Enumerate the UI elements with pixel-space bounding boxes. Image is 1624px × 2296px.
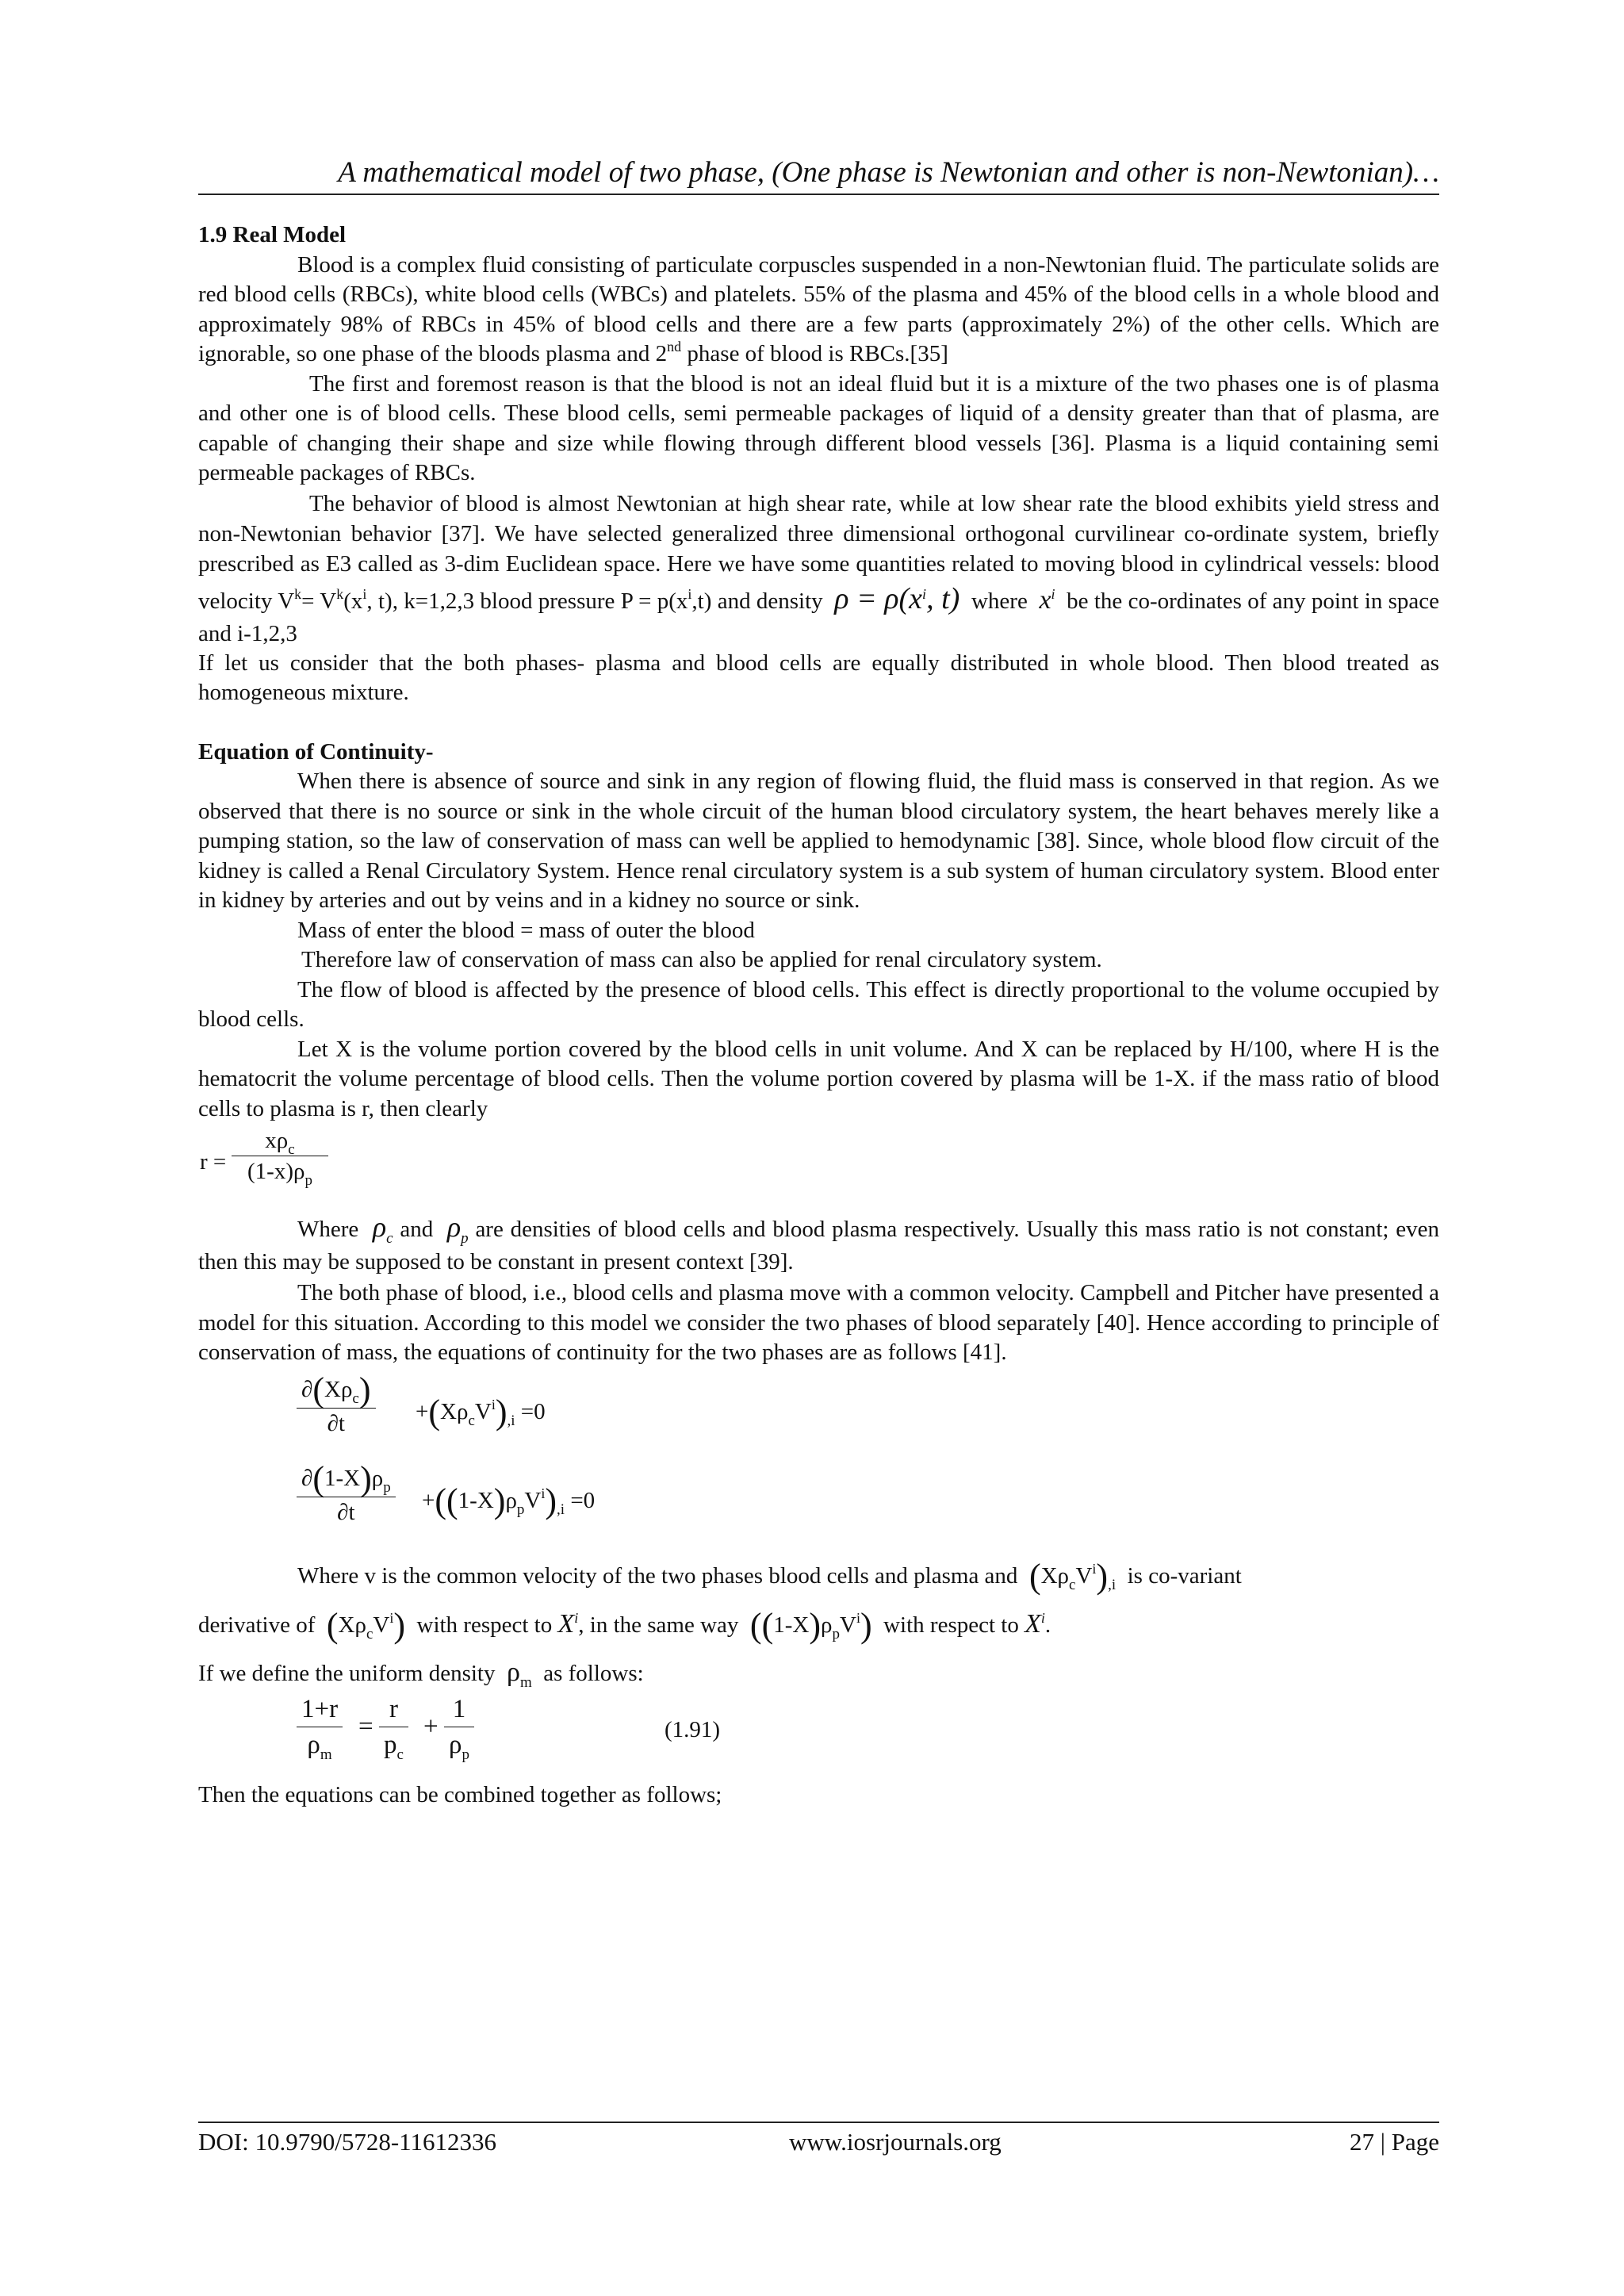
paragraph-real-model-1	[198, 251, 1439, 370]
superscript: i	[362, 585, 367, 602]
text-span: Where v is the common velocity of the two phases blood cells and plasma and	[297, 1562, 1018, 1589]
paragraph-continuity-9: derivative of $(X\rho_cV^i)$ with respect to $X^i$, in the same way $((1-X)\rho_pV^i)$ with respect to $X^i$.	[198, 1605, 1051, 1645]
paragraph-continuity-6	[198, 1211, 1439, 1278]
covariant-term: $(X\rho_cV^i)_{,i}$	[1028, 1556, 1116, 1596]
footer-website: www.iosrjournals.org	[789, 2128, 1002, 2156]
text-span: be the co-ordinates of any point in space and i-1,2,3	[198, 588, 1440, 646]
text-span: ,t) and density	[691, 588, 823, 614]
paragraph-continuity-3: Therefore law of conservation of mass can also be applied for renal circulatory system.	[301, 947, 1102, 972]
paragraph-real-model-4: If let us consider that the both phases- plasma and blood cells are equally distributed in whole blood. Then blood treated as homogeneous mixture.	[198, 650, 1439, 705]
text-span: (x	[343, 588, 363, 614]
text-span: phase of blood is RBCs.[35]	[687, 341, 948, 366]
density-formula: $\rho = \rho(x^i$, t)	[834, 581, 960, 615]
text-span: The behavior of blood is almost Newtonian at high shear rate, while at low shear rate the blood exhibits yield stress and non-Newtonian behavior [37]. We have selected generalized three dimensional orthogonal curvilinear co-ordinate system, briefly prescribed as E3 called as 3-dim Euclidean space. Here we have some quantities related to moving blood in cylindrical vessels: blood velocity V	[198, 490, 1439, 614]
plasma-flux-term: $((1-X)\rho_pV^i)$	[749, 1605, 872, 1645]
superscript: k	[336, 585, 344, 602]
coordinate-symbol: $X^i$	[1025, 1608, 1045, 1639]
paragraph-continuity-2: Mass of enter the blood = mass of outer the blood	[297, 917, 755, 943]
text-span: , t), k=1,2,3 blood pressure P = p(x	[366, 588, 688, 614]
equation-number: (1.91)	[665, 1717, 721, 1742]
text-span: If we define the uniform density	[198, 1660, 496, 1686]
running-header: A mathematical model of two phase, (One phase is Newtonian and other is non-Newtonian)…	[338, 156, 1439, 189]
text-span: derivative of	[198, 1612, 316, 1638]
text-span: Where	[297, 1217, 359, 1242]
continuity-equation-plasma: $\frac{\partial(1-X)\rho_p}{\partial t}$ $+((1-X)\rho_pV^i)_{,i} =0$	[297, 1462, 1439, 1557]
spacer	[198, 708, 1439, 738]
coordinate-symbol: $x^i$	[1039, 585, 1055, 615]
uniform-density-equation: $\frac{1+r}{\rho_m}$ = $\frac{r}{p_c}$ + $\frac{1}{\rho_p}$ (1.91)	[297, 1692, 1439, 1780]
paragraph-real-model-3	[198, 489, 1439, 649]
superscript: i	[688, 585, 692, 602]
paragraph-continuity-1: When there is absence of source and sink in any region of flowing fluid, the fluid mass is conserved in that region. As we observed that there is no source or sink in the whole circuit of the human blood circulatory system, the heart behaves merely like a pumping station, so the law of conservation of mass can well be applied to hemodynamic [38]. Since, whole blood flow circuit of the kidney is called a Renal Circulatory System. Hence renal circulatory system is a sub system of human circulatory system. Blood enter in kidney by arteries and out by veins and in a kidney no source or sink.	[198, 769, 1439, 913]
text-span: is co-variant	[1127, 1562, 1242, 1589]
footer-page-number: 27 | Page	[1350, 2128, 1439, 2156]
paragraph-continuity-4: The flow of blood is affected by the presence of blood cells. This effect is directly proportional to the volume occupied by blood cells.	[198, 976, 1439, 1032]
rho-c-symbol: $\rho_c$	[372, 1211, 393, 1247]
continuity-heading: Equation of Continuity-	[198, 738, 434, 765]
text-span: Blood is a complex fluid consisting of particulate corpuscles suspended in a non-Newtonian fluid. The particulate solids are red blood cells (RBCs), white blood cells (WBCs) and platelets. 55% of the plasma and 45% of the blood cells in a whole blood and approximately 98% of RBCs in 45% of blood cells and there are a few parts (approximately 2%) of the other cells. Which are ignorable, so one phase of the bloods plasma and 2	[198, 251, 1439, 366]
continuity-equation-cells: $\partial(X\rho_c)$ ∂t $+(X\rho_cV^i)_{,i} =0$	[297, 1373, 1439, 1462]
paragraph-continuity-8	[198, 1557, 1439, 1595]
header-rule	[198, 194, 1439, 195]
mass-ratio-equation: r = $x\rho_c$ $(1-x)\rho_p$	[198, 1125, 1439, 1202]
paragraph-continuity-10	[198, 1658, 1439, 1689]
text-span: are densities of blood cells and blood plasma respectively. Usually this mass ratio is not constant; even then this may be supposed to be constant in present context [39].	[198, 1217, 1440, 1274]
superscript: k	[294, 585, 302, 602]
section-heading: 1.9 Real Model	[198, 222, 347, 247]
superscript: nd	[667, 339, 682, 355]
paragraph-continuity-11: Then the equations can be combined together as follows;	[198, 1782, 722, 1807]
text-span: with respect to	[883, 1612, 1019, 1638]
text-span: , in the same way	[578, 1612, 739, 1638]
text-span: = V	[301, 588, 337, 614]
text-span: with respect to	[416, 1612, 553, 1638]
text-span: and	[400, 1217, 434, 1242]
paragraph-continuity-5: Let X is the volume portion covered by the blood cells in unit volume. And X can be replaced by H/100, where H is the hematocrit the volume percentage of blood cells. Then the volume portion covered by plasma will be 1-X. if the mass ratio of blood cells to plasma is r, then clearly	[198, 1036, 1439, 1121]
paper-page	[198, 0, 1439, 2296]
coordinate-symbol: $X^i$	[557, 1608, 579, 1639]
text-span: as follows:	[543, 1660, 644, 1686]
paragraph-real-model-2: The first and foremost reason is that the blood is not an ideal fluid but it is a mixture of the two phases one is of plasma and other one is of blood cells. These blood cells, semi permeable packages of liquid of a density greater than that of plasma, are capable of changing their shape and size while flowing through different blood vessels [36]. Plasma is a liquid containing semi permeable packages of RBCs.	[198, 370, 1439, 485]
paragraph-continuity-7: The both phase of blood, i.e., blood cells and plasma move with a common velocity. Campbell and Pitcher have presented a model for this situation. According to this model we consider the two phases of blood separately [40]. Hence according to principle of conservation of mass, the equations of continuity for the two phases are as follows [41].	[198, 1280, 1439, 1365]
footer-doi: DOI: 10.9790/5728-11612336	[198, 2128, 496, 2156]
rho-m-symbol: $\rho_m$	[506, 1657, 532, 1691]
rho-p-symbol: $\rho_p$	[446, 1211, 469, 1247]
cells-flux-term: $(X\rho_cV^i)$	[326, 1605, 405, 1645]
footer-rule	[198, 2122, 1439, 2123]
page-body	[198, 220, 1439, 1811]
text-span: where	[971, 588, 1028, 614]
